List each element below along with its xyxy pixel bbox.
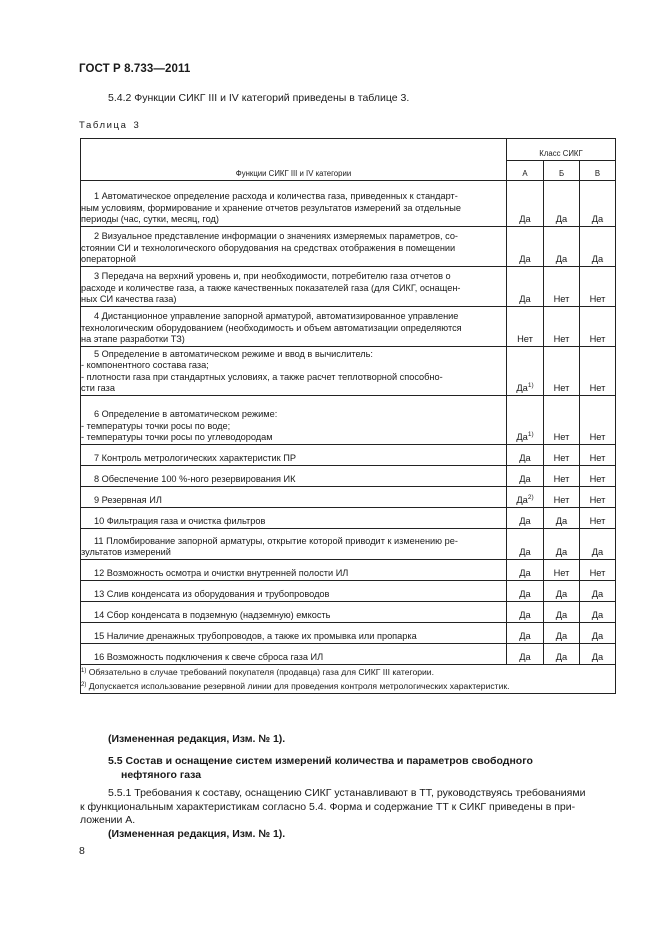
footnote-marker: 2): [81, 682, 87, 688]
function-line: 1 Автоматическое определение расхода и количества газа, приведенных к стандарт-: [94, 191, 458, 202]
table-footnote: [81, 679, 615, 693]
function-line: 10 Фильтрация газа и очистка фильтров: [94, 516, 266, 527]
function-line: периоды (час, сутки, месяц, год): [81, 214, 219, 225]
function-line: 6 Определение в автоматическом режиме:: [94, 409, 278, 420]
function-cell: [81, 529, 507, 560]
table-row: [81, 181, 616, 227]
value-text: Да: [519, 589, 531, 600]
value-text: Нет: [589, 383, 606, 394]
value-text: Да: [519, 547, 531, 558]
value-text: Да: [555, 631, 568, 642]
value-text: Нет: [589, 568, 606, 579]
class-b-value: [544, 396, 580, 445]
value-text: Да: [519, 474, 531, 485]
class-c-value: [580, 227, 616, 267]
class-c-value: [580, 267, 616, 307]
value-text: Да: [516, 383, 528, 394]
value-text: Нет: [589, 453, 606, 464]
class-c-value: [580, 466, 616, 487]
value-text: Да: [555, 214, 568, 225]
function-cell: [81, 227, 507, 267]
function-line: 13 Слив конденсата из оборудования и трубопроводов: [94, 589, 330, 600]
function-line: 4 Дистанционное управление запорной арматурой, автоматизированное управление: [94, 311, 459, 322]
value-text: Да: [555, 547, 568, 558]
class-a-value: [507, 347, 544, 396]
header-class-a: А: [507, 161, 544, 181]
class-b-value: [544, 307, 580, 347]
header-class-c: В: [580, 161, 616, 181]
table-row: [81, 396, 616, 445]
value-text: Да: [555, 652, 568, 663]
class-b-value: [544, 227, 580, 267]
table-row: [81, 623, 616, 644]
value-text: Нет: [553, 568, 570, 579]
class-b-value: [544, 623, 580, 644]
function-line: зультатов измерений: [81, 547, 171, 558]
function-line: технологическим оборудованием (необходимость и объем автоматизации определяются: [81, 322, 462, 333]
class-c-value: [580, 181, 616, 227]
value-text: Да: [519, 453, 531, 464]
value-text: Да: [591, 214, 604, 225]
intro-text: 5.4.2 Функции СИКГ III и IV категорий приведены в таблице 3.: [108, 92, 410, 104]
value-text: Нет: [553, 432, 570, 443]
amendment-note-1: (Измененная редакция, Изм. № 1).: [108, 733, 286, 745]
class-b-value: [544, 529, 580, 560]
class-c-value: [580, 602, 616, 623]
value-text: Да: [555, 254, 568, 265]
function-line: - температуры точки росы по воде;: [81, 420, 231, 431]
value-text: Да: [519, 214, 531, 225]
function-line: стоянии СИ и технологического оборудования на средствах отображения в помещении: [81, 242, 456, 253]
value-text: Да: [591, 547, 604, 558]
class-a-value: [507, 644, 544, 665]
value-text: Нет: [553, 294, 570, 305]
function-cell: [81, 396, 507, 445]
function-cell: [81, 644, 507, 665]
footnote-marker: 1): [81, 668, 87, 674]
class-b-value: [544, 267, 580, 307]
value-text: Нет: [553, 453, 570, 464]
header-class-b: Б: [544, 161, 580, 181]
function-line: операторной: [81, 254, 136, 265]
footnote-ref: 1): [527, 431, 534, 439]
amendment-note-2: (Измененная редакция, Изм. № 1).: [108, 828, 286, 840]
class-b-value: [544, 560, 580, 581]
value-text: Да: [519, 631, 531, 642]
class-a-value: [507, 602, 544, 623]
function-line: - плотности газа при стандартных условиях, а также расчет теплотворной способно-: [81, 371, 443, 382]
value-text: Да: [519, 516, 531, 527]
class-b-value: [544, 644, 580, 665]
value-text: Нет: [589, 334, 606, 345]
function-line: 5 Определение в автоматическом режиме и ввод в вычислитель:: [94, 348, 373, 359]
function-cell: [81, 623, 507, 644]
value-text: Да: [519, 254, 531, 265]
paragraph-line3: ложении А.: [80, 814, 136, 826]
footnote-text: Обязательно в случае требований покупателя (продавца) газа для СИКГ III категории.: [88, 667, 434, 677]
section-title-line2: нефтяного газа: [121, 768, 202, 781]
function-cell: [81, 560, 507, 581]
table-row: [81, 267, 616, 307]
class-c-value: [580, 307, 616, 347]
class-c-value: [580, 623, 616, 644]
function-line: 11 Пломбирование запорной арматуры, открытие которой приводит к изменению ре-: [94, 535, 458, 546]
class-a-value: [507, 396, 544, 445]
value-text: Да: [555, 516, 568, 527]
class-a-value: [507, 181, 544, 227]
function-line: 7 Контроль метрологических характеристик ПР: [94, 453, 296, 464]
class-b-value: [544, 181, 580, 227]
table-notes-row: [81, 665, 616, 694]
function-cell: [81, 181, 507, 227]
value-text: Да: [516, 432, 528, 443]
class-a-value: [507, 445, 544, 466]
function-line: 12 Возможность осмотра и очистки внутренней полости ИЛ: [94, 568, 349, 579]
page-number: 8: [79, 845, 85, 857]
class-b-value: [544, 602, 580, 623]
class-a-value: [507, 623, 544, 644]
table-caption-number: 3: [133, 120, 139, 131]
function-line: - температуры точки росы по углеводородам: [81, 432, 273, 443]
table-row: [81, 529, 616, 560]
value-text: Да: [591, 631, 604, 642]
function-line: 16 Возможность подключения к свече сброса газа ИЛ: [94, 652, 324, 663]
class-a-value: [507, 529, 544, 560]
footnote-ref: 2): [527, 494, 534, 502]
class-c-value: [580, 347, 616, 396]
class-b-value: [544, 581, 580, 602]
class-c-value: [580, 581, 616, 602]
header-functions: Функции СИКГ III и IV категории: [81, 139, 507, 181]
value-text: Нет: [589, 294, 606, 305]
function-cell: [81, 581, 507, 602]
class-b-value: [544, 487, 580, 508]
value-text: Нет: [589, 474, 606, 485]
document-header: ГОСТ Р 8.733—2011: [79, 63, 191, 75]
function-cell: [81, 466, 507, 487]
section-title-line1: 5.5 Состав и оснащение систем измерений количества и параметров свободного: [108, 755, 533, 767]
value-text: Да: [591, 652, 604, 663]
value-text: Нет: [517, 334, 533, 345]
function-line: на этапе разработки ТЗ): [81, 334, 185, 345]
table-notes: [81, 665, 616, 694]
class-c-value: [580, 560, 616, 581]
value-text: Нет: [553, 383, 570, 394]
value-text: Да: [591, 589, 604, 600]
function-cell: [81, 508, 507, 529]
class-a-value: [507, 560, 544, 581]
table-row: [81, 581, 616, 602]
value-text: Нет: [553, 334, 570, 345]
value-text: Нет: [589, 432, 606, 443]
paragraph-line1: 5.5.1 Требования к составу, оснащению СИКГ устанавливают в ТТ, руководствуясь требованиями: [108, 787, 586, 799]
value-text: Нет: [553, 474, 570, 485]
header-class: Класс СИКГ: [507, 139, 616, 161]
value-text: Да: [555, 589, 568, 600]
table-caption-label: Таблица: [79, 120, 128, 131]
value-text: Да: [519, 568, 531, 579]
class-a-value: [507, 227, 544, 267]
class-a-value: [507, 508, 544, 529]
class-b-value: [544, 466, 580, 487]
table-row: [81, 445, 616, 466]
footnote-ref: 1): [527, 382, 534, 390]
function-cell: [81, 267, 507, 307]
value-text: Да: [591, 610, 604, 621]
table-row: [81, 227, 616, 267]
table-row: [81, 307, 616, 347]
class-c-value: [580, 445, 616, 466]
value-text: Нет: [589, 495, 606, 506]
class-a-value: [507, 581, 544, 602]
class-a-value: [507, 267, 544, 307]
function-line: 3 Передача на верхний уровень и, при необходимости, потребителю газа отчетов о: [94, 271, 451, 282]
section-title: [108, 755, 608, 782]
function-cell: [81, 602, 507, 623]
class-c-value: [580, 487, 616, 508]
table-row: [81, 487, 616, 508]
function-line: 14 Сбор конденсата в подземную (надземную) емкость: [94, 610, 331, 621]
class-c-value: [580, 529, 616, 560]
class-c-value: [580, 396, 616, 445]
function-cell: [81, 347, 507, 396]
class-c-value: [580, 508, 616, 529]
table-row: [81, 466, 616, 487]
function-line: ных СИ качества газа): [81, 294, 177, 305]
footnote-text: Допускается использование резервной линии для проведения контроля метрологических характеристик.: [88, 681, 510, 691]
paragraph-line2: к функциональным характеристикам согласно 5.4. Форма и содержание ТТ к СИКГ приведены в при-: [80, 800, 576, 813]
value-text: Да: [519, 652, 531, 663]
function-cell: [81, 445, 507, 466]
function-line: сти газа: [81, 383, 115, 394]
table-row: [81, 508, 616, 529]
class-a-value: [507, 307, 544, 347]
value-text: Нет: [553, 495, 570, 506]
table-row: [81, 347, 616, 396]
table-row: [81, 560, 616, 581]
class-b-value: [544, 347, 580, 396]
value-text: Да: [591, 254, 604, 265]
function-line: расходе и количестве газа, а также качественных показателей газа (для СИКГ, оснащен-: [81, 282, 461, 293]
table-row: [81, 602, 616, 623]
function-line: - компонентного состава газа;: [81, 360, 209, 371]
value-text: Нет: [589, 516, 606, 527]
function-line: 15 Наличие дренажных трубопроводов, а также их промывка или пропарка: [94, 631, 417, 642]
class-c-value: [580, 644, 616, 665]
value-text: Да: [516, 495, 528, 506]
function-line: 9 Резервная ИЛ: [94, 495, 162, 506]
function-line: 8 Обеспечение 100 %-ного резервирования ИК: [94, 474, 296, 485]
class-a-value: [507, 466, 544, 487]
functions-table: [80, 138, 616, 694]
function-line: ным условиям, формирование и хранение отчетов результатов измерений за отдельные: [81, 202, 461, 213]
value-text: Да: [519, 294, 531, 305]
paragraph-5-5-1: [80, 787, 615, 828]
value-text: Да: [519, 610, 531, 621]
function-cell: [81, 487, 507, 508]
table-caption: [79, 120, 139, 131]
function-cell: [81, 307, 507, 347]
table-footnote: [81, 665, 615, 679]
value-text: Да: [555, 610, 568, 621]
table-row: [81, 644, 616, 665]
class-b-value: [544, 445, 580, 466]
class-a-value: [507, 487, 544, 508]
function-line: 2 Визуальное представление информации о значениях измеряемых параметров, со-: [94, 231, 458, 242]
class-b-value: [544, 508, 580, 529]
